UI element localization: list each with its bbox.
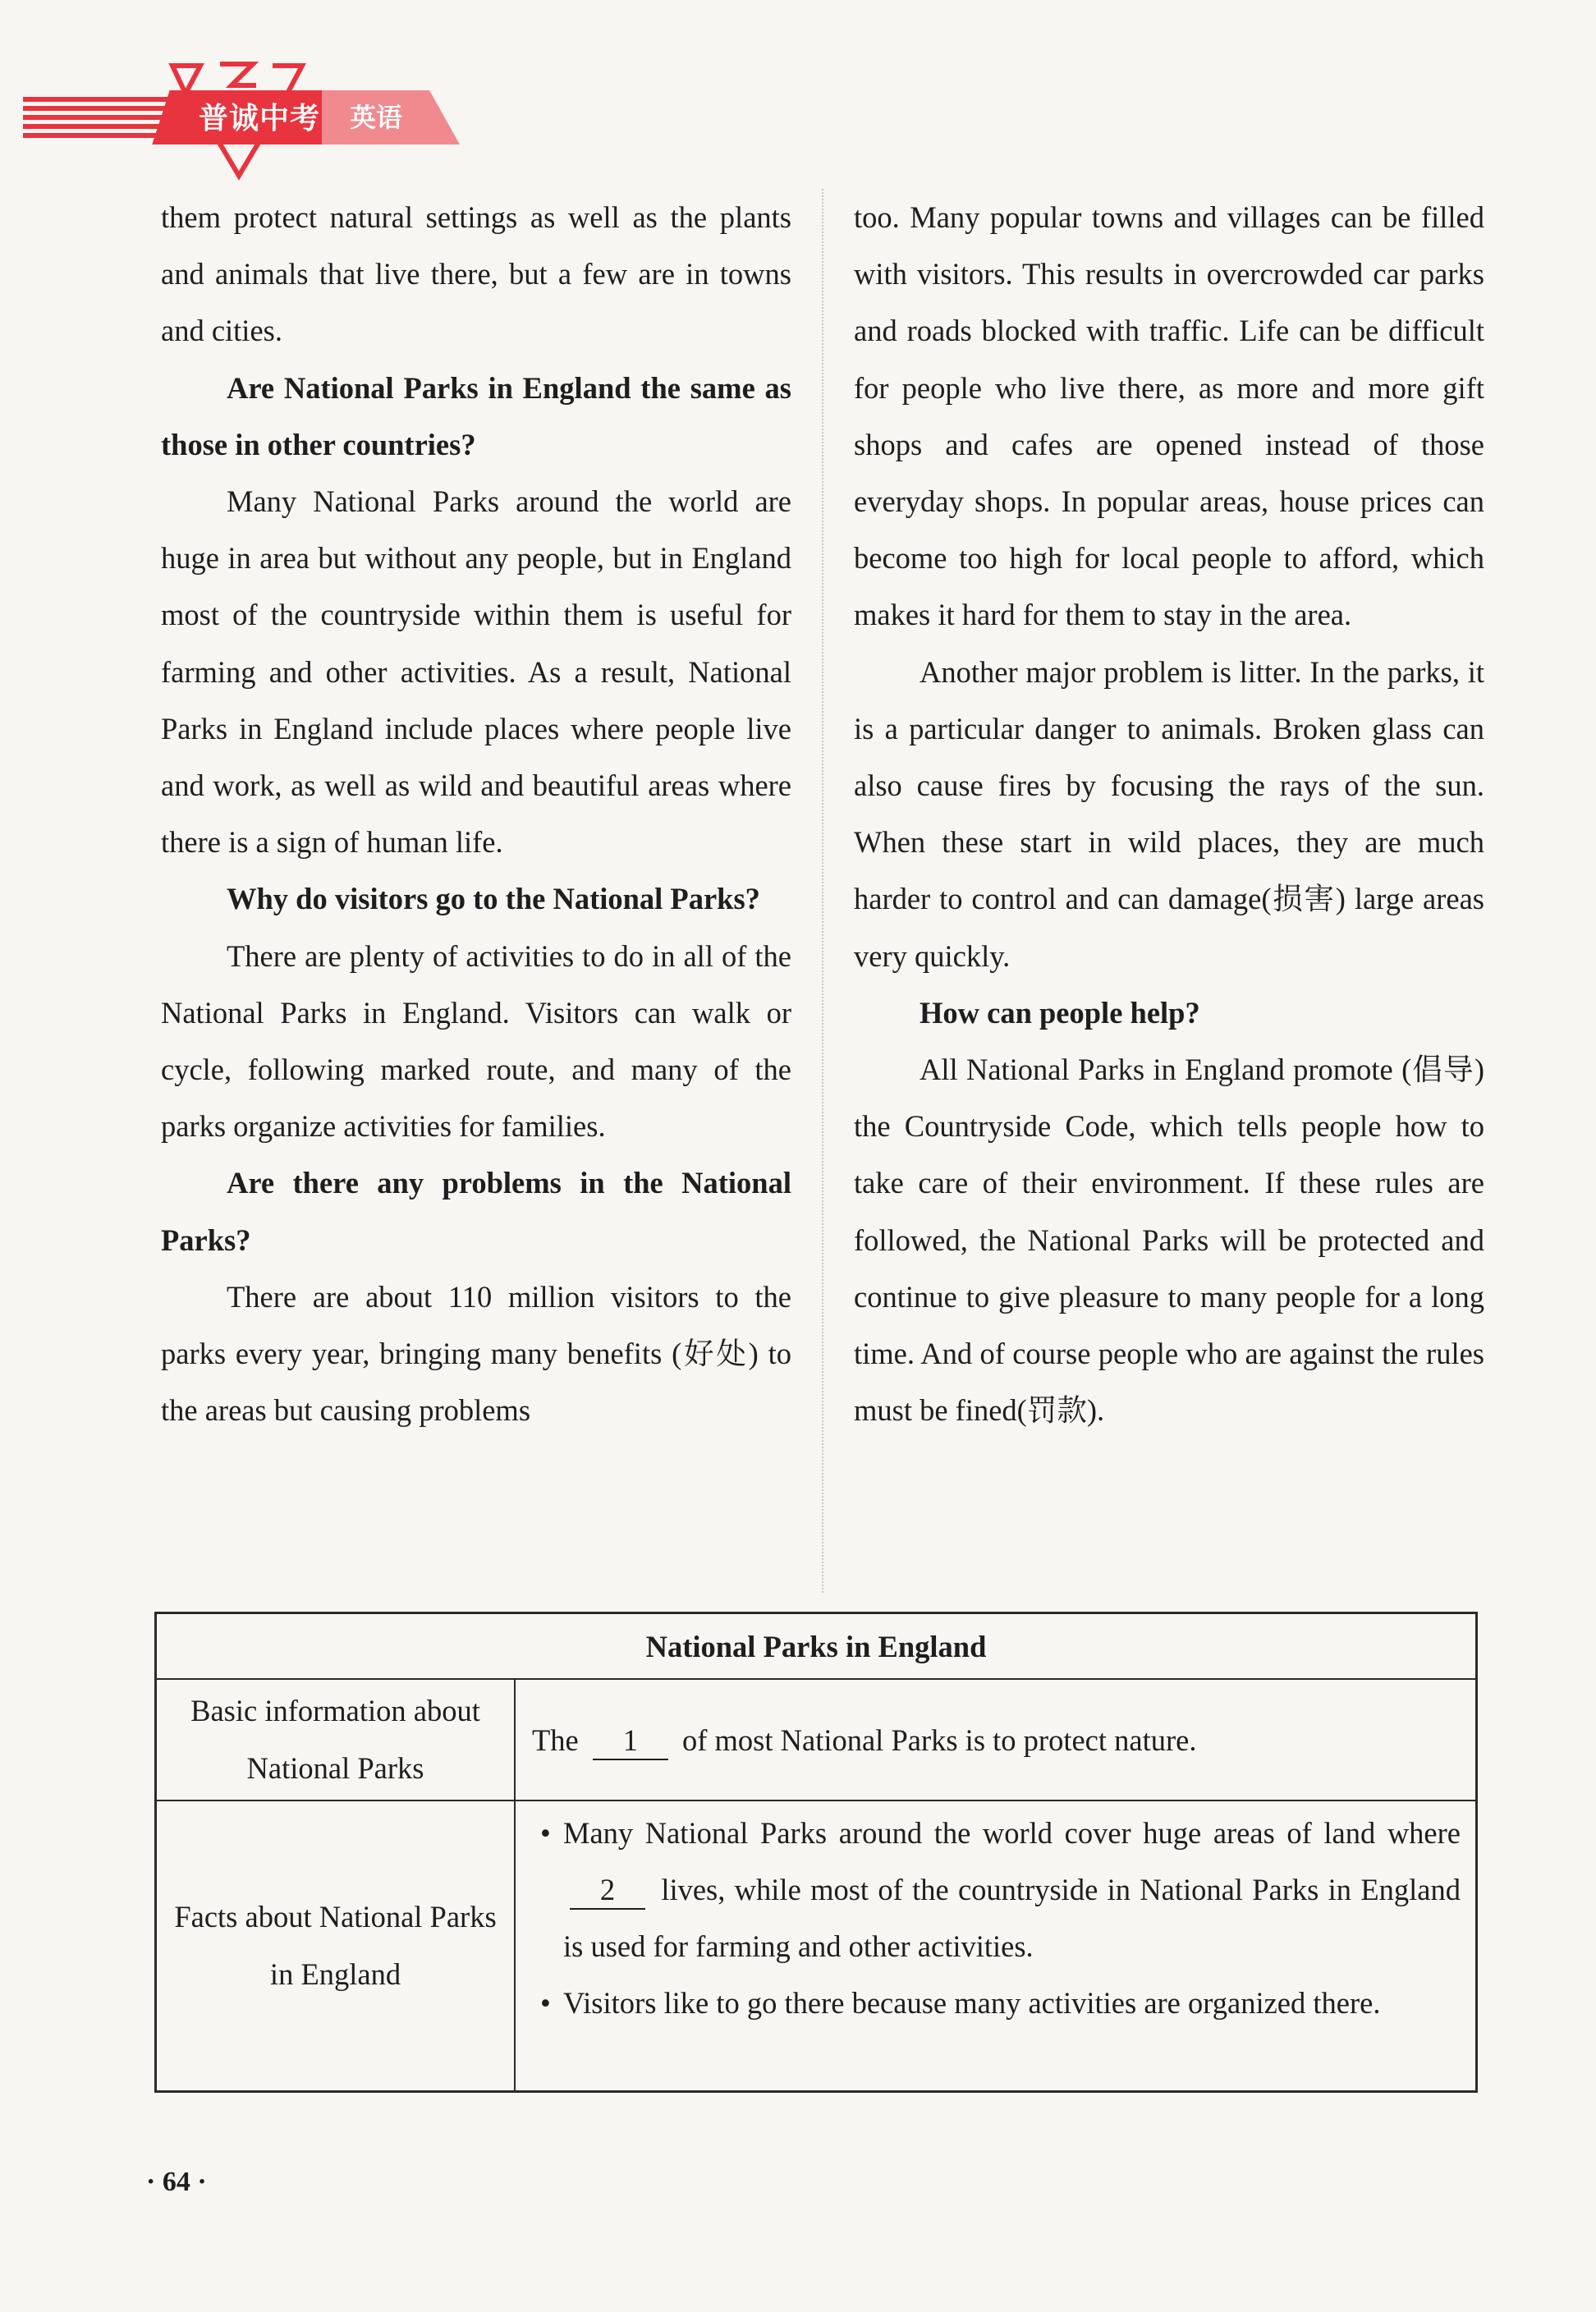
brand-name: 普诚中考 [198, 102, 320, 135]
brand-chevron-icon [215, 138, 263, 181]
blank-1-suffix: of most National Parks is to protect nature. [682, 1723, 1197, 1757]
bullet-dot-icon: • [540, 1816, 551, 1850]
left-paragraph-2: Many National Parks around the world are huge in area but without any people, but in England most of the countryside within them is useful for farming and other activities. As a result, National Parks in England include places where people live and work, as well as wild and beautiful areas where there is a sign of human life. [161, 484, 791, 860]
right-paragraph-2: Another major problem is litter. In the parks, it is a particular danger to animals. Broken glass can also cause fires by focusing the rays of the sun. When these start in wild places, they are much harder to control and can damage(损害) large areas very quickly. [854, 654, 1484, 973]
section-heading-how-help: How can people help? [920, 995, 1200, 1030]
blank-2-prefix: Many National Parks around the world cover huge areas of land where [563, 1816, 1461, 1850]
subject-label: 英语 [349, 102, 402, 133]
section-heading-problems: Are there any problems in the National Parks? [161, 1166, 791, 1257]
blank-1-prefix: The [532, 1723, 579, 1757]
left-column [161, 189, 791, 1438]
left-paragraph-4: There are about 110 million visitors to the parks every year, bringing many benefits (好处) to the areas but causing problems [161, 1279, 791, 1428]
section-heading-same-as-others: Are National Parks in England the same as those in other countries? [161, 370, 791, 461]
right-paragraph-1: too. Many popular towns and villages can be filled with visitors. This results in overcrowded car parks and roads blocked with traffic. Life can be difficult for people who live there, as more and more gift shops and cafes are opened instead of those everyday shops. In popular areas, house prices can become too high for local people to afford, which makes it hard for them to stay in the area. [854, 200, 1484, 632]
blank-1[interactable]: 1 [593, 1723, 668, 1760]
column-divider [822, 189, 823, 1593]
blank-2[interactable]: 2 [570, 1872, 645, 1910]
row-content-facts [516, 1801, 1475, 2090]
bullet-dot-icon: • [540, 1986, 551, 2020]
fact-bullet-1 [532, 1805, 1461, 1975]
fact-bullet-2-text: Visitors like to go there because many activities are organized there. [563, 1986, 1381, 2020]
left-paragraph-3: There are plenty of activities to do in all of the National Parks in England. Visitors can walk or cycle, following marked route, and many of the parks organize activities for families. [161, 938, 791, 1144]
right-paragraph-3: All National Parks in England promote (倡导) the Countryside Code, which tells people how to take care of their environment. If these rules are followed, the National Parks will be protected and continue to give pleasure to many people for a long time. And of course people who are against the rules must be fined(罚款). [854, 1053, 1484, 1428]
right-column [854, 189, 1484, 1438]
fact-bullet-2 [532, 1975, 1461, 2031]
row-content-basic-info [516, 1680, 1475, 1800]
table-title: National Parks in England [157, 1614, 1475, 1680]
summary-table [154, 1612, 1478, 2093]
table-row-basic-info [157, 1680, 1475, 1801]
row-label-facts: Facts about National Parks in England [157, 1801, 516, 2090]
page-number: · 64 · [146, 2167, 207, 2197]
page-header [0, 0, 1596, 197]
table-row-facts [157, 1801, 1475, 2090]
row-label-basic-info: Basic information about National Parks [157, 1680, 516, 1800]
left-paragraph-1: them protect natural settings as well as the plants and animals that live there, but a few are in towns and cities. [161, 200, 791, 348]
blank-2-suffix: lives, while most of the countryside in National Parks in England is used for farming and other activities. [563, 1873, 1461, 1963]
section-heading-why-visit: Why do visitors go to the National Parks? [227, 882, 760, 916]
